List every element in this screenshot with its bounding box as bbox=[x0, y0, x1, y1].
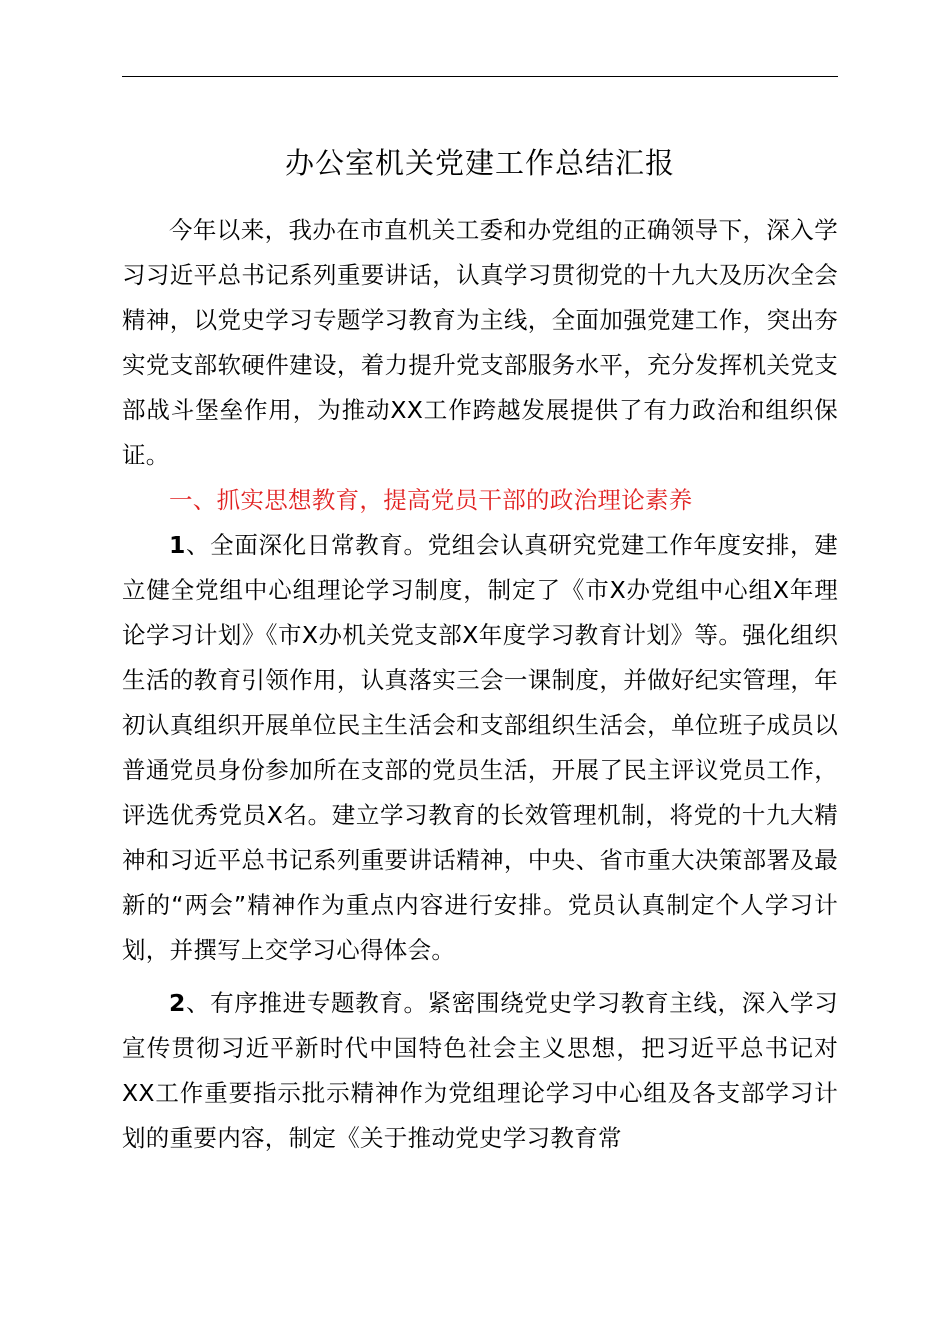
paragraph-gap bbox=[122, 973, 838, 981]
item-text: 、全面深化日常教育。党组会认真研究党建工作年度安排，建立健全党组中心组理论学习制度，制定了《市X办党组中心组X年理论学习计划》《市X办机关党支部X年度学习教育计划》等。强化组织生活的教育引领作用，认真落实三会一课制度，并做好纪实管理，年初认真组织开展单位民主生活会和支部组织生活会，单位班子成员以普通党员身份参加所在支部的党员生活，开展了民主评议党员工作，评选优秀党员X名。建立学习教育的长效管理机制，将党的十九大精神和习近平总书记系列重要讲话精神，中央、省市重大决策部署及最新的“两会”精神作为重点内容进行安排。党员认真制定个人学习计划，并撰写上交学习心得体会。 bbox=[122, 531, 838, 964]
item-paragraph-1 bbox=[122, 523, 838, 973]
item-text: 、有序推进专题教育。紧密围绕党史学习教育主线，深入学习宣传贯彻习近平新时代中国特色社会主义思想，把习近平总书记对XX工作重要指示批示精神作为党组理论学习中心组及各支部学习计划的重要内容，制定《关于推动党史学习教育常 bbox=[122, 989, 838, 1152]
section-heading: 一、抓实思想教育，提高党员干部的政治理论素养 bbox=[169, 486, 693, 514]
intro-paragraph: 今年以来，我办在市直机关工委和办党组的正确领导下，深入学习习近平总书记系列重要讲话，认真学习贯彻党的十九大及历次全会精神，以党史学习专题学习教育为主线，全面加强党建工作，突出夯实党支部软硬件建设，着力提升党支部服务水平，充分发挥机关党支部战斗堡垒作用，为推动XX工作跨越发展提供了有力政治和组织保证。 bbox=[122, 216, 838, 469]
item-paragraph-2 bbox=[122, 981, 838, 1161]
item-number: 1 bbox=[169, 531, 186, 559]
header-rule bbox=[122, 76, 838, 77]
document-body bbox=[122, 208, 838, 1161]
page-title: 办公室机关党建工作总结汇报 bbox=[284, 146, 675, 180]
item-number: 2 bbox=[169, 989, 186, 1017]
